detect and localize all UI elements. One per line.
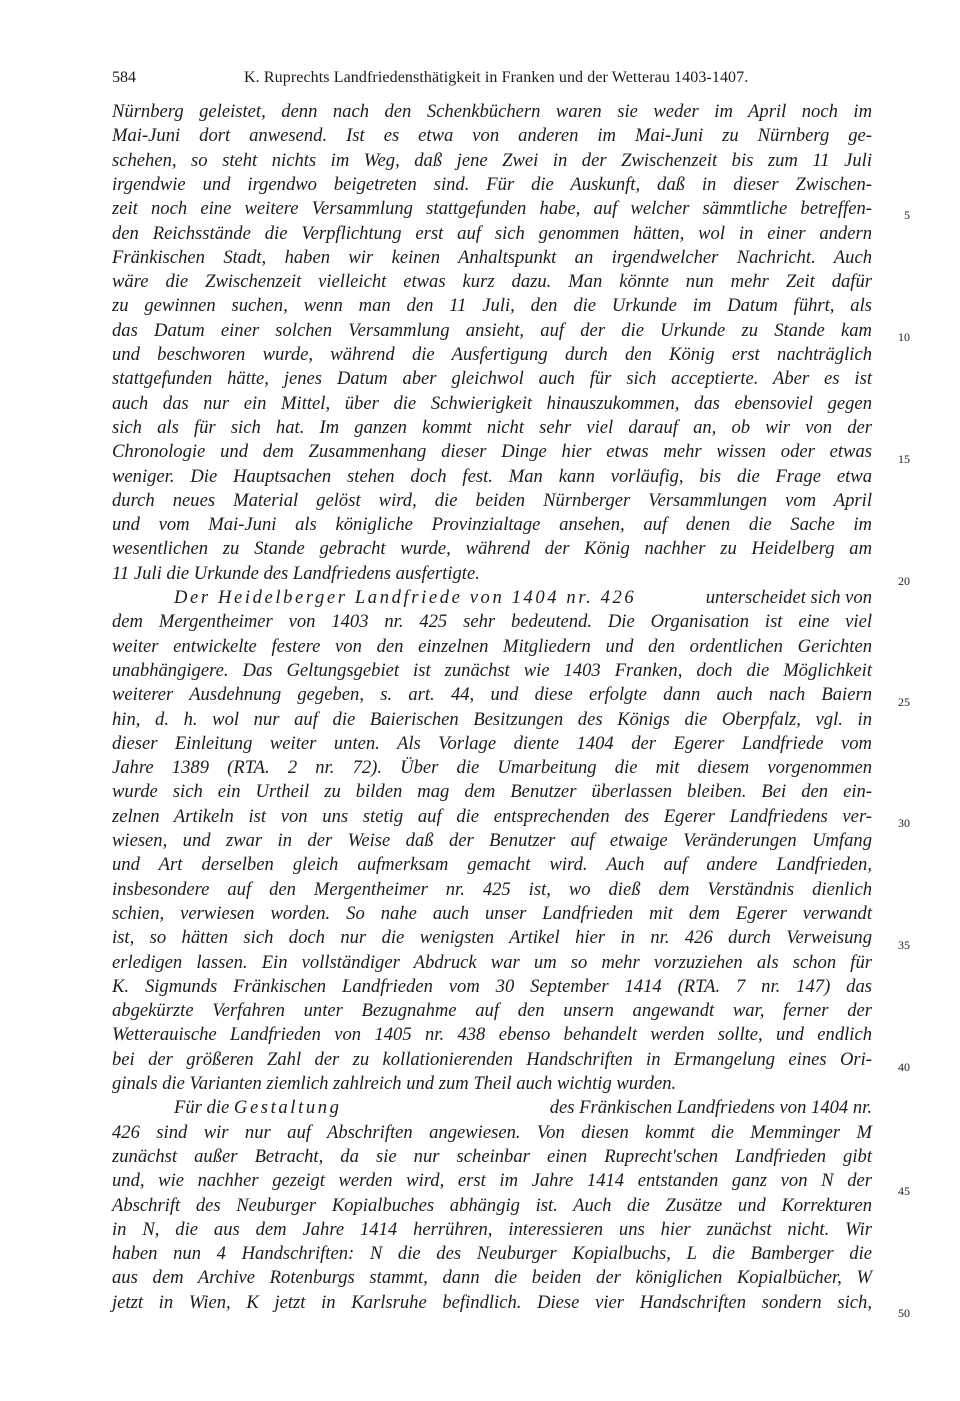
text-line: stattgefunden hätte, jenes Datum aber gleichwol auch für sich acceptierte. Aber es ist [112,368,872,390]
text-line: in N, die aus dem Jahre 1414 herrühren, interessieren uns hier zunächst nicht. Wir [112,1218,872,1240]
paragraph-heading-line [174,586,872,610]
text-line: Wetterauische Landfrieden von 1405 nr. 438 ebenso behandelt werden sollte, und endlich [112,1024,872,1046]
text-line: durch neues Material gelöst wird, die beiden Nürnberger Versammlungen vom April [112,489,872,511]
text-line: und Art derselben gleich aufmerksam gemacht wird. Auch auf andere Landfrieden, [112,854,872,876]
text-line: jetzt in Wien, K jetzt in Karlsruhe befindlich. Diese vier Handschriften sondern sich, [112,1291,872,1313]
text-line: dem Mergentheimer von 1403 nr. 425 sehr bedeutend. Die Organisation ist eine viel [112,611,872,633]
text-line: wurde sich ein Urtheil zu bilden mag dem Benutzer überlassen bleiben. Bei den ein- [112,781,872,803]
text-line: zunächst außer Betracht, da sie nur scheinbar einen Ruprecht'schen Landfrieden gibt [112,1145,872,1167]
text-line: Mai-Juni dort anwesend. Ist es etwa von anderen im Mai-Juni zu Nürnberg ge- [112,125,872,147]
text-line: bei der größeren Zahl der zu kollationierenden Handschriften in Ermangelung eines Ori- [112,1048,872,1070]
section-heading: Der Heidelberger Landfriede von 1404 nr. 426 [174,587,637,608]
text-line: des Fränkischen Landfriedens von 1404 nr. [549,1097,872,1119]
text-line: zu gewinnen suchen, wenn man den 11 Juli, den die Urkunde im Datum führt, als [112,295,872,317]
text-line: weiter entwickelte festere von den einzelnen Mitgliedern und den ordentlichen Gerichten [112,635,872,657]
line-number-marker: 25 [898,695,910,709]
section-heading: Gestaltung [233,1097,342,1119]
text-line: ginals die Varianten ziemlich zahlreich und zum Theil auch wichtig wurden. [112,1073,677,1094]
text-line: irgendwie und irgendwo beigetreten sind. Für die Auskunft, daß in dieser Zwischen- [112,173,872,195]
text-line: haben nun 4 Handschriften: N die des Neuburger Kopialbuchs, L die Bamberger die [112,1243,872,1265]
text-line: das Datum einer solchen Versammlung ansieht, auf der die Urkunde zu Stande kam [112,319,872,341]
text-line: auch das nur ein Mittel, über die Schwierigkeit hinauszukommen, das ebensoviel gegen [112,392,872,414]
text-line: und beschworen wurde, während die Ausfertigung durch den König erst nachträglich [112,344,872,365]
line-number-marker: 45 [898,1184,910,1198]
text-line: hin, d. h. wol nur auf die Baierischen Besitzungen des Königs die Oberpfalz, vgl. in [112,708,872,730]
text-line: Fränkischen Stadt, haben wir keinen Anhaltspunkt an irgendwelcher Nachricht. Auch [112,246,872,268]
text-line: schehen, so steht nichts im Weg, daß jene Zwei in der Zwischenzeit bis zum 11 Juli [112,149,872,171]
text-line: 11 Juli die Urkunde des Landfriedens ausfertigte. [112,562,480,584]
text-line: schien, verwiesen worden. So nahe auch unser Landfrieden mit dem Egerer verwandt [112,902,872,924]
text-line: insbesondere auf den Mergentheimer nr. 425 ist, wo dieß dem Verständnis dienlich [112,878,872,900]
page-number: 584 [112,69,136,86]
line-number-marker: 15 [898,452,910,466]
text-line: K. Sigmunds Fränkischen Landfrieden vom 30 September 1414 (RTA. 7 nr. 147) das [112,975,872,997]
text-line: abgekürzte Verfahren unter Bezugnahme auf den unsern angewandt war, ferner der [112,1000,872,1022]
text-line: zelnen Artikeln ist von uns stetig auf die entsprechenden des Egerer Landfriedens ver- [112,805,872,827]
text-line: zeit noch eine weitere Versammlung stattgefunden habe, auf welcher sämmtliche betreffen- [112,198,872,220]
text-line: Abschrift des Neuburger Kopialbuches abhängig ist. Auch die Zusätze und Korrekturen [112,1194,872,1216]
text-line: und vom Mai-Juni als königliche Provinzialtage ansehen, auf denen die Sache im [112,514,872,536]
text-line: erledigen lassen. Ein vollständiger Abdruck war um so mehr vorzuziehen als schon für [112,951,872,973]
line-number-marker: 30 [898,816,910,830]
text-line: weniger. Die Hauptsachen stehen doch fest. Man kann vorläufig, bis die Frage etwa [112,465,872,487]
text-line: wäre die Zwischenzeit vielleicht etwas kurz dazu. Man könnte nun mehr Zeit dafür [112,271,872,293]
text-line: Chronologie und dem Zusammenhang dieser Dinge hier etwas mehr wissen oder etwas [112,441,872,463]
line-number-marker: 10 [898,330,910,344]
text-line: wiesen, und zwar in der Weise daß der Benutzer auf etwaige Veränderungen Umfang [112,830,872,851]
running-title: K. Ruprechts Landfriedensthätigkeit in Franken und der Wetterau 1403-1407. [244,69,749,86]
paragraph-heading-line [174,1096,872,1120]
text-line: Nürnberg geleistet, denn nach den Schenkbüchern waren sie weder im April noch im [112,101,872,122]
text-line: ist, so hätten sich doch nur die wenigsten Artikel hier in nr. 426 durch Verweisung [112,927,872,949]
text-line: dieser Einleitung weiter unten. Als Vorlage diente 1404 der Egerer Landfriede vom [112,732,872,754]
line-number-marker: 5 [904,208,910,222]
text-line: 426 sind wir nur auf Abschriften angewiesen. Von diesen kommt die Memminger M [112,1121,872,1143]
text-line: sich als für sich hat. Im ganzen kommt nicht sehr viel darauf an, ob wir von der [112,416,872,438]
line-number-marker: 35 [898,938,910,952]
text-line: und, wie nachher gezeigt werden wird, erst im Jahre 1414 entstanden ganz von N der [112,1170,872,1192]
text-line: aus dem Archive Rotenburgs stammt, dann die beiden der königlichen Kopialbücher, W [112,1267,872,1289]
line-number-marker: 40 [898,1060,910,1074]
text-line: unabhängigere. Das Geltungsgebiet ist zunächst wie 1403 Franken, doch die Möglichkeit [112,659,872,681]
text-line: Jahre 1389 (RTA. 2 nr. 72). Über die Umarbeitung die mit diesem vorgenommen [112,757,872,779]
line-number-marker: 50 [898,1306,910,1320]
text-line: unterscheidet sich von [705,587,872,608]
text-line: den Reichsstände die Verpflichtung erst auf sich genommen hätten, wol in einer andern [112,222,872,244]
lead-text: Für die [174,1097,230,1119]
text-line: weiterer Ausdehnung gegeben, s. art. 44, und diese erfolgte dann auch nach Baiern [112,684,872,706]
line-number-marker: 20 [898,574,910,588]
paragraph-lead [174,1096,342,1120]
text-line: wesentlichen zu Stande gebracht wurde, während der König nachher zu Heidelberg am [112,538,872,560]
running-header [112,66,872,90]
